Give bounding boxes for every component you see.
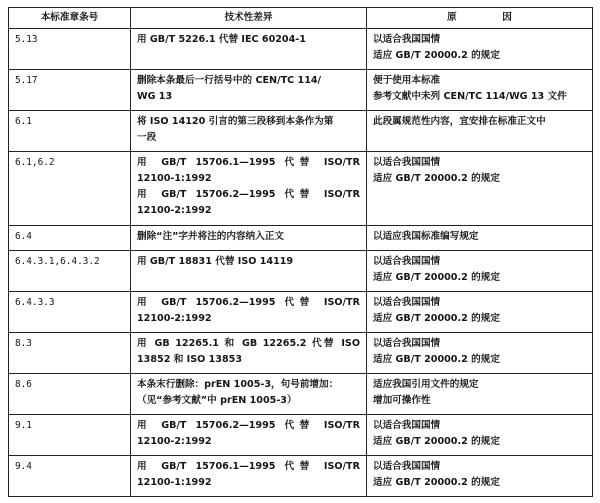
reason-line: 适应 GB/T 20000.2 的规定: [373, 477, 500, 488]
table-row: [9, 415, 593, 456]
table-header: [9, 8, 593, 29]
header-row: [9, 8, 593, 29]
technical-differences-table: [8, 7, 593, 497]
table-row: [9, 29, 593, 70]
difference-line: 用 GB/T 5226.1 代替 IEC 60204-1: [137, 34, 306, 45]
reason-line: 适应我国引用文件的规定: [373, 379, 479, 390]
difference-line: 用 GB/T 15706.1—1995 代替 ISO/TR: [137, 157, 360, 168]
reason-cell: [367, 456, 593, 497]
difference-line: 12100-2:1992: [137, 313, 212, 324]
header-reason-label: 原 因: [447, 12, 530, 23]
reason-line: 以适合我国国情: [373, 420, 441, 431]
clause-number-cell: 8.3: [9, 333, 131, 374]
reason-line: 以适合我国国情: [373, 338, 441, 349]
clause-number-cell: 6.4: [9, 226, 131, 251]
reason-line: 以适合我国国情: [373, 461, 441, 472]
difference-cell: [131, 415, 367, 456]
clause-number-cell: 9.4: [9, 456, 131, 497]
reason-cell: [367, 226, 593, 251]
reason-line: 适应 GB/T 20000.2 的规定: [373, 354, 500, 365]
clause-number-cell: 8.6: [9, 374, 131, 415]
table-row: [9, 374, 593, 415]
difference-line: 12100-1:1992: [137, 477, 212, 488]
reason-line: 以适合我国国情: [373, 297, 441, 308]
reason-cell: [367, 333, 593, 374]
difference-line: 用 GB/T 15706.2—1995 代替 ISO/TR: [137, 297, 360, 308]
table-row: [9, 152, 593, 226]
reason-line: 适应 GB/T 20000.2 的规定: [373, 173, 500, 184]
difference-line: 13852 和 ISO 13853: [137, 354, 243, 365]
table-body: [9, 29, 593, 497]
difference-line: 一段: [137, 132, 157, 143]
reason-line: 适应 GB/T 20000.2 的规定: [373, 50, 500, 61]
difference-cell: [131, 292, 367, 333]
difference-line: 删除“注”字并将注的内容纳入正文: [137, 231, 284, 242]
difference-cell: [131, 226, 367, 251]
reason-cell: [367, 111, 593, 152]
table-row: [9, 251, 593, 292]
difference-cell: [131, 111, 367, 152]
reason-line: 增加可操作性: [373, 395, 431, 406]
reason-line: 适应 GB/T 20000.2 的规定: [373, 436, 500, 447]
difference-line: （见“参考文献”中 prEN 1005-3）: [137, 395, 297, 406]
difference-line: 将 ISO 14120 引言的第三段移到本条作为第: [137, 116, 334, 127]
reason-line: 以适合我国国情: [373, 256, 441, 267]
clause-number-cell: 6.4.3.3: [9, 292, 131, 333]
difference-cell: [131, 70, 367, 111]
clause-number-cell: 5.17: [9, 70, 131, 111]
difference-line: 12100-2:1992: [137, 436, 212, 447]
header-technical-difference: 技术性差异: [131, 8, 367, 29]
reason-cell: [367, 70, 593, 111]
reason-cell: [367, 292, 593, 333]
table-row: [9, 70, 593, 111]
difference-cell: [131, 456, 367, 497]
difference-cell: [131, 152, 367, 226]
difference-line: 用 GB/T 15706.2—1995 代替 ISO/TR: [137, 420, 360, 431]
table-row: [9, 111, 593, 152]
reason-cell: [367, 374, 593, 415]
reason-cell: [367, 29, 593, 70]
difference-line: 12100-2:1992: [137, 205, 212, 216]
difference-cell: [131, 333, 367, 374]
reason-cell: [367, 152, 593, 226]
difference-line: WG 13: [137, 91, 173, 102]
table-row: [9, 333, 593, 374]
reason-line: 以适合我国国情: [373, 157, 441, 168]
difference-line: 12100-1:1992: [137, 173, 212, 184]
reason-line: 便于使用本标准: [373, 75, 441, 86]
difference-cell: [131, 29, 367, 70]
clause-number-cell: 6.4.3.1,6.4.3.2: [9, 251, 131, 292]
difference-line: 用 GB 12265.1 和 GB 12265.2 代替 ISO: [137, 338, 360, 349]
reason-line: 适应 GB/T 20000.2 的规定: [373, 313, 500, 324]
difference-cell: [131, 251, 367, 292]
difference-line: 用 GB/T 18831 代替 ISO 14119: [137, 256, 294, 267]
table-row: [9, 292, 593, 333]
reason-cell: [367, 251, 593, 292]
reason-line: 参考文献中未列 CEN/TC 114/WG 13 文件: [373, 91, 567, 102]
difference-line: 本条末行删除：prEN 1005-3，句号前增加：: [137, 379, 339, 390]
clause-number-cell: 6.1,6.2: [9, 152, 131, 226]
reason-line: 以适合我国国情: [373, 34, 441, 45]
clause-number-cell: 9.1: [9, 415, 131, 456]
table-row: [9, 456, 593, 497]
reason-line: 以适应我国标准编写规定: [373, 231, 479, 242]
table-row: [9, 226, 593, 251]
header-clause-number: 本标准章条号: [9, 8, 131, 29]
header-reason: [367, 8, 593, 29]
clause-number-cell: 6.1: [9, 111, 131, 152]
difference-line: 用 GB/T 15706.2—1995 代替 ISO/TR: [137, 189, 360, 200]
difference-line: 删除本条最后一行括号中的 CEN/TC 114/: [137, 75, 322, 86]
clause-number-cell: 5.13: [9, 29, 131, 70]
difference-cell: [131, 374, 367, 415]
difference-line: 用 GB/T 15706.1—1995 代替 ISO/TR: [137, 461, 360, 472]
reason-cell: [367, 415, 593, 456]
reason-line: 适应 GB/T 20000.2 的规定: [373, 272, 500, 283]
reason-line: 此段属规范性内容，宜安排在标准正文中: [373, 116, 546, 127]
